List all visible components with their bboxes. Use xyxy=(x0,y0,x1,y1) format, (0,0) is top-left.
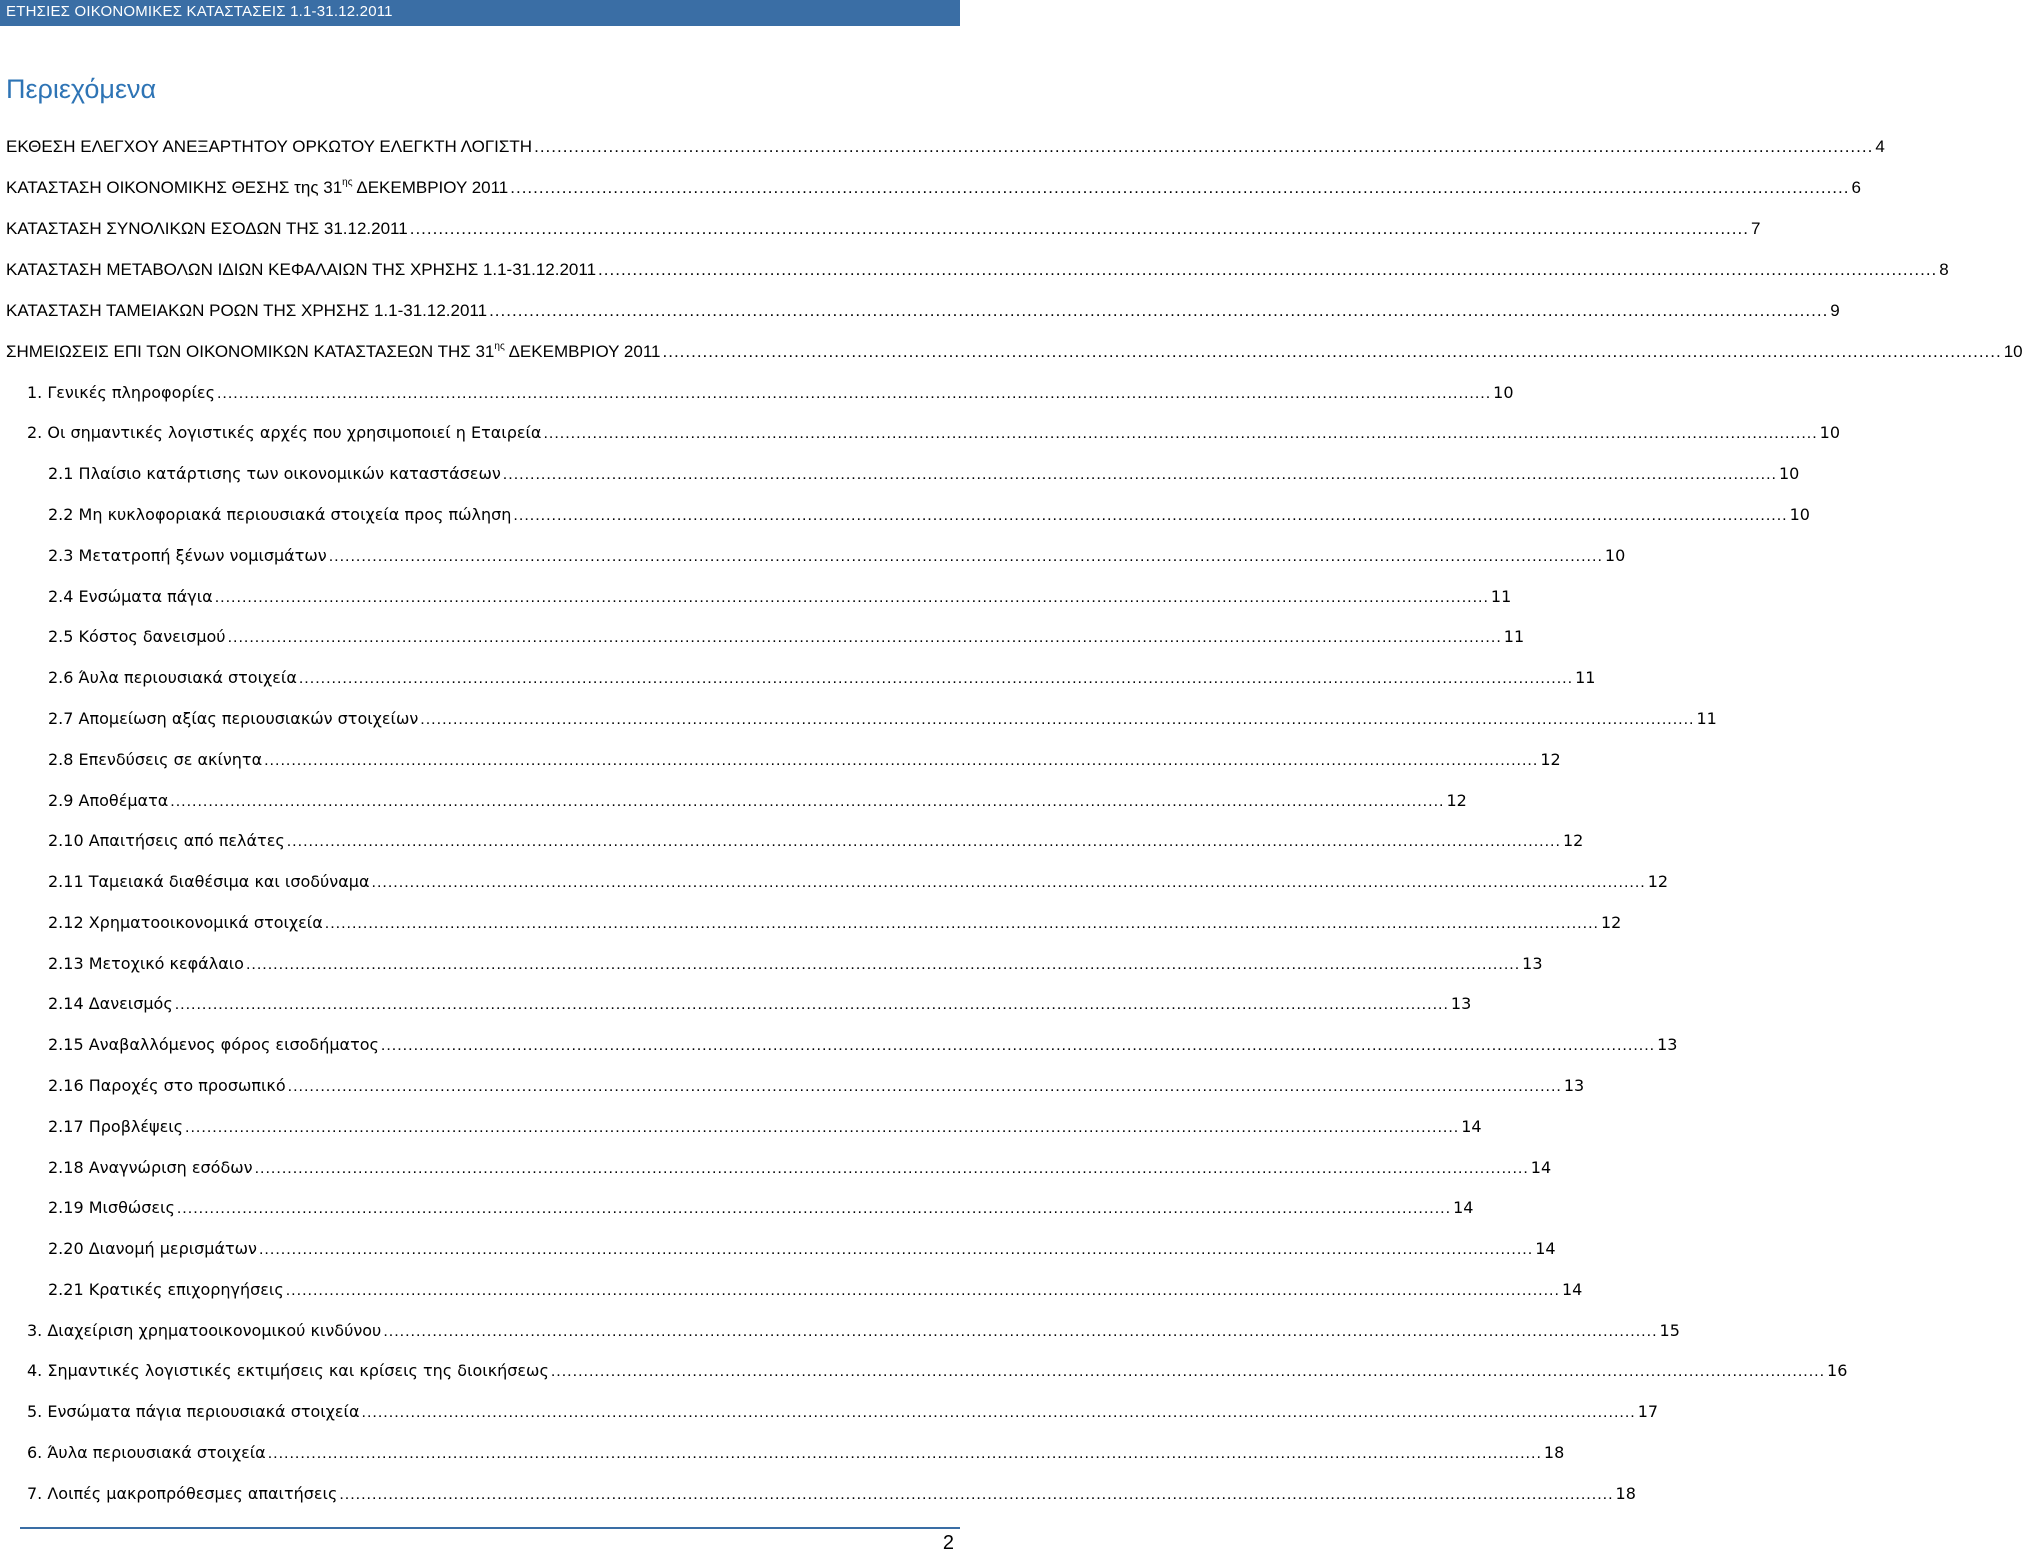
toc-leader-dots: .......................................................................................................................................................................................................................................... xyxy=(298,670,1574,687)
toc-entry-note-2-10[interactable] xyxy=(48,830,1584,852)
running-header-text: ΕΤΗΣΙΕΣ ΟΙΚΟΝΟΜΙΚΕΣ ΚΑΤΑΣΤΑΣΕΙΣ 1.1-31.12.2011 xyxy=(6,3,393,20)
toc-leader-dots: .......................................................................................................................................................................................................................................... xyxy=(371,874,1646,891)
toc-entry-label: 2.16 Παροχές στο προσωπικό xyxy=(48,1076,286,1095)
toc-leader-dots: .......................................................................................................................................................................................................................................... xyxy=(216,385,1492,402)
toc-page-number: 14 xyxy=(1561,1280,1583,1299)
toc-entry-label: 2.1 Πλαίσιο κατάρτισης των οικονομικών καταστάσεων xyxy=(48,464,501,483)
toc-leader-dots: .......................................................................................................................................................................................................................................... xyxy=(285,1282,1560,1299)
toc-entry-note-2-9[interactable] xyxy=(48,790,1467,812)
toc-entry-note-5[interactable] xyxy=(27,1401,1659,1423)
toc-page-number: 18 xyxy=(1543,1443,1565,1462)
toc-entry-label: 2.13 Μετοχικό κεφάλαιο xyxy=(48,954,244,973)
toc-page-number: 16 xyxy=(1827,1361,1848,1380)
toc-leader-dots: .......................................................................................................................................................................................................................................... xyxy=(176,1200,1452,1217)
toc-page-number: 10 xyxy=(1493,383,1514,402)
toc-entry-equity-changes[interactable] xyxy=(6,259,1949,281)
toc-entry-note-2-11[interactable] xyxy=(48,871,1669,893)
toc-entry-note-2-21[interactable] xyxy=(48,1279,1583,1301)
toc-leader-dots: .......................................................................................................................................................................................................................................... xyxy=(662,342,2002,361)
toc-entry-note-2-19[interactable] xyxy=(48,1197,1474,1219)
toc-page-number: 18 xyxy=(1615,1484,1636,1503)
toc-entry-financial-position[interactable] xyxy=(6,177,1861,199)
toc-leader-dots: .......................................................................................................................................................................................................................................... xyxy=(598,260,1938,279)
toc-entry-label: 2.20 Διανομή μερισμάτων xyxy=(48,1239,257,1258)
toc-leader-dots: .......................................................................................................................................................................................................................................... xyxy=(513,507,1788,524)
toc-entry-label: ΚΑΤΑΣΤΑΣΗ ΟΙΚΟΝΟΜΙΚΗΣ ΘΕΣΗΣ της $31^{\eta\varsigma}$ ΔΕΚΕΜΒΡΙΟΥ 2011 xyxy=(6,177,509,197)
toc-page-number: 12 xyxy=(1562,831,1584,850)
toc-page-number: 4 xyxy=(1875,137,1885,156)
toc-leader-dots: .......................................................................................................................................................................................................................................... xyxy=(420,711,1695,728)
toc-leader-dots: .......................................................................................................................................................................................................................................... xyxy=(361,1404,1636,1421)
toc-leader-dots: .......................................................................................................................................................................................................................................... xyxy=(409,219,1749,238)
toc-page-number: 12 xyxy=(1647,872,1669,891)
toc-page-number: 13 xyxy=(1563,1076,1585,1095)
toc-page-number: 10 xyxy=(1779,464,1800,483)
toc-page-number: 13 xyxy=(1522,954,1543,973)
toc-entry-label: 2.4 Ενσώματα πάγια xyxy=(48,587,213,606)
toc-page-number: 12 xyxy=(1600,913,1622,932)
toc-entry-label: 2.15 Αναβαλλόμενος φόρος εισοδήματος xyxy=(48,1035,379,1054)
toc-page-number: 12 xyxy=(1446,791,1467,810)
toc-leader-dots: .......................................................................................................................................................................................................................................... xyxy=(245,956,1521,973)
toc-entry-note-2-5[interactable] xyxy=(48,626,1525,648)
toc-entry-label: 2.21 Κρατικές επιχορηγήσεις xyxy=(48,1280,284,1299)
toc-entry-comprehensive-income[interactable] xyxy=(6,218,1761,240)
toc-entry-note-7[interactable] xyxy=(27,1483,1636,1505)
toc-leader-dots: .......................................................................................................................................................................................................................................... xyxy=(534,137,1874,156)
toc-entry-note-2-17[interactable] xyxy=(48,1116,1482,1138)
toc-entry-label: ΕΚΘΕΣΗ ΕΛΕΓΧΟΥ ΑΝΕΞΑΡΤΗΤΟΥ ΟΡΚΩΤΟΥ ΕΛΕΓΚΤΗ ΛΟΓΙΣΤΗ xyxy=(6,137,533,156)
toc-entry-label: ΚΑΤΑΣΤΑΣΗ ΤΑΜΕΙΑΚΩΝ ΡΟΩΝ ΤΗΣ ΧΡΗΣΗΣ 1.1-31.12.2011 xyxy=(6,301,488,320)
toc-page-number: 13 xyxy=(1657,1035,1678,1054)
toc-page-number: 13 xyxy=(1450,994,1472,1013)
toc-leader-dots: .......................................................................................................................................................................................................................................... xyxy=(489,301,1829,320)
toc-leader-dots: .......................................................................................................................................................................................................................................... xyxy=(214,589,1489,606)
toc-entry-cash-flows[interactable] xyxy=(6,300,1840,322)
toc-entry-note-2-16[interactable] xyxy=(48,1075,1585,1097)
toc-entry-note-2-4[interactable] xyxy=(48,586,1512,608)
toc-entry-label: 2.18 Αναγνώριση εσόδων xyxy=(48,1158,253,1177)
toc-page-number: 8 xyxy=(1939,260,1949,279)
toc-page-number: 11 xyxy=(1575,668,1596,687)
toc-entry-label: 2.10 Απαιτήσεις από πελάτες xyxy=(48,831,285,850)
toc-entry-label: 2.3 Μετατροπή ξένων νομισμάτων xyxy=(48,546,327,565)
toc-page-number: 12 xyxy=(1540,750,1561,769)
toc-page-number: 14 xyxy=(1530,1158,1552,1177)
toc-leader-dots: .......................................................................................................................................................................................................................................... xyxy=(170,793,1445,810)
toc-leader-dots: .......................................................................................................................................................................................................................................... xyxy=(324,915,1599,932)
toc-entry-label: 2.2 Μη κυκλοφοριακά περιουσιακά στοιχεία προς πώληση xyxy=(48,505,512,524)
toc-leader-dots: .......................................................................................................................................................................................................................................... xyxy=(380,1037,1656,1054)
toc-page-number: 14 xyxy=(1535,1239,1556,1258)
toc-leader-dots: .......................................................................................................................................................................................................................................... xyxy=(550,1363,1826,1380)
toc-leader-dots: .......................................................................................................................................................................................................................................... xyxy=(339,1486,1614,1503)
toc-entry-note-2-20[interactable] xyxy=(48,1238,1556,1260)
toc-page-number: 17 xyxy=(1637,1402,1659,1421)
page-number: 2 xyxy=(942,1532,954,1554)
running-header xyxy=(0,0,960,26)
toc-entry-label: 1. Γενικές πληροφορίες xyxy=(27,383,215,402)
toc-entry-note-2-13[interactable] xyxy=(48,953,1543,975)
toc-leader-dots: .......................................................................................................................................................................................................................................... xyxy=(227,629,1502,646)
toc-entry-label: 3. Διαχείριση χρηματοοικονομικού κινδύνου xyxy=(27,1321,382,1340)
toc-entry-note-2-2[interactable] xyxy=(48,504,1810,526)
toc-leader-dots: .......................................................................................................................................................................................................................................... xyxy=(185,1119,1460,1136)
toc-page-number: 10 xyxy=(2003,342,2023,361)
toc-entry-note-2-8[interactable] xyxy=(48,749,1561,771)
toc-title: Περιεχόμενα xyxy=(6,74,157,104)
toc-leader-dots: .......................................................................................................................................................................................................................................... xyxy=(543,425,1818,442)
toc-page-number: 9 xyxy=(1830,301,1840,320)
toc-leader-dots: .......................................................................................................................................................................................................................................... xyxy=(286,833,1561,850)
toc-leader-dots: .......................................................................................................................................................................................................................................... xyxy=(264,752,1539,769)
toc-page-number: 6 xyxy=(1851,178,1861,197)
toc-leader-dots: .......................................................................................................................................................................................................................................... xyxy=(328,548,1603,565)
toc-entry-label: 5. Ενσώματα πάγια περιουσιακά στοιχεία xyxy=(27,1402,360,1421)
toc-entry-note-2-3[interactable] xyxy=(48,545,1626,567)
toc-entry-label: 2.17 Προβλέψεις xyxy=(48,1117,184,1136)
toc-entry-label: ΚΑΤΑΣΤΑΣΗ ΣΥΝΟΛΙΚΩΝ ΕΣΟΔΩΝ ΤΗΣ 31.12.2011 xyxy=(6,219,408,238)
toc-page-number: 14 xyxy=(1453,1198,1474,1217)
toc-leader-dots: .......................................................................................................................................................................................................................................... xyxy=(258,1241,1534,1258)
toc-leader-dots: .......................................................................................................................................................................................................................................... xyxy=(510,178,1850,197)
toc-leader-dots: .......................................................................................................................................................................................................................................... xyxy=(502,466,1777,483)
toc-entry-auditor-report[interactable] xyxy=(6,136,1885,158)
toc-page-number: 11 xyxy=(1490,587,1512,606)
toc-entry-note-4[interactable] xyxy=(27,1360,1848,1382)
toc-entry-label: 2.11 Ταμειακά διαθέσιμα και ισοδύναμα xyxy=(48,872,370,891)
toc-page-number: 7 xyxy=(1750,219,1761,238)
toc-page-number: 14 xyxy=(1461,1117,1482,1136)
toc-leader-dots: .......................................................................................................................................................................................................................................... xyxy=(287,1078,1562,1095)
toc-page-number: 11 xyxy=(1696,709,1717,728)
toc-entry-note-2-14[interactable] xyxy=(48,993,1472,1015)
toc-entry-label: 2.6 Άυλα περιουσιακά στοιχεία xyxy=(48,668,297,687)
toc-entry-notes[interactable] xyxy=(6,341,2023,363)
toc-leader-dots: .......................................................................................................................................................................................................................................... xyxy=(267,1445,1542,1462)
toc-page-number: 10 xyxy=(1789,505,1810,524)
toc-entry-label: 2.12 Χρηματοοικονομικά στοιχεία xyxy=(48,913,323,932)
toc-entry-note-3[interactable] xyxy=(27,1320,1680,1342)
toc-entry-label: ΣΗΜΕΙΩΣΕΙΣ ΕΠΙ ΤΩΝ ΟΙΚΟΝΟΜΙΚΩΝ ΚΑΤΑΣΤΑΣΕΩΝ ΤΗΣ $31^{\eta\varsigma}$ ΔΕΚΕΜΒΡΙΟΥ 2011 xyxy=(6,341,661,361)
toc-entry-label: 2.19 Μισθώσεις xyxy=(48,1198,175,1217)
toc-entry-note-2-12[interactable] xyxy=(48,912,1622,934)
toc-entry-label: 2. Οι σημαντικές λογιστικές αρχές που χρησιμοποιεί η Εταιρεία xyxy=(27,423,542,442)
toc-entry-label: 2.9 Αποθέματα xyxy=(48,791,169,810)
toc-entry-note-2-1[interactable] xyxy=(48,463,1800,485)
toc-entry-note-2-15[interactable] xyxy=(48,1034,1678,1056)
toc-leader-dots: .......................................................................................................................................................................................................................................... xyxy=(174,996,1449,1013)
toc-entry-note-2-18[interactable] xyxy=(48,1157,1552,1179)
toc-leader-dots: .......................................................................................................................................................................................................................................... xyxy=(383,1323,1658,1340)
toc-entry-label: 4. Σημαντικές λογιστικές εκτιμήσεις και κρίσεις της διοικήσεως xyxy=(27,1361,549,1380)
toc-entry-note-2-7[interactable] xyxy=(48,708,1717,730)
footer-divider xyxy=(20,1527,960,1529)
toc-entry-label: 6. Άυλα περιουσιακά στοιχεία xyxy=(27,1443,266,1462)
toc-entry-note-1[interactable] xyxy=(27,382,1514,404)
toc-entry-label: 2.5 Κόστος δανεισμού xyxy=(48,627,226,646)
toc-page-number: 15 xyxy=(1659,1321,1680,1340)
toc-leader-dots: .......................................................................................................................................................................................................................................... xyxy=(254,1160,1529,1177)
toc-entry-note-2[interactable] xyxy=(27,422,1841,444)
toc-page-number: 10 xyxy=(1604,546,1626,565)
toc-entry-label: 2.7 Απομείωση αξίας περιουσιακών στοιχείων xyxy=(48,709,419,728)
toc-entry-label: 2.8 Επενδύσεις σε ακίνητα xyxy=(48,750,263,769)
toc-entry-label: 7. Λοιπές μακροπρόθεσμες απαιτήσεις xyxy=(27,1484,338,1503)
toc-entry-note-6[interactable] xyxy=(27,1442,1565,1464)
toc-entry-note-2-6[interactable] xyxy=(48,667,1596,689)
toc-page-number: 11 xyxy=(1503,627,1525,646)
toc-entry-label: ΚΑΤΑΣΤΑΣΗ ΜΕΤΑΒΟΛΩΝ ΙΔΙΩΝ ΚΕΦΑΛΑΙΩΝ ΤΗΣ ΧΡΗΣΗΣ 1.1-31.12.2011 xyxy=(6,260,597,279)
toc-page-number: 10 xyxy=(1819,423,1841,442)
toc-entry-label: 2.14 Δανεισμός xyxy=(48,994,173,1013)
